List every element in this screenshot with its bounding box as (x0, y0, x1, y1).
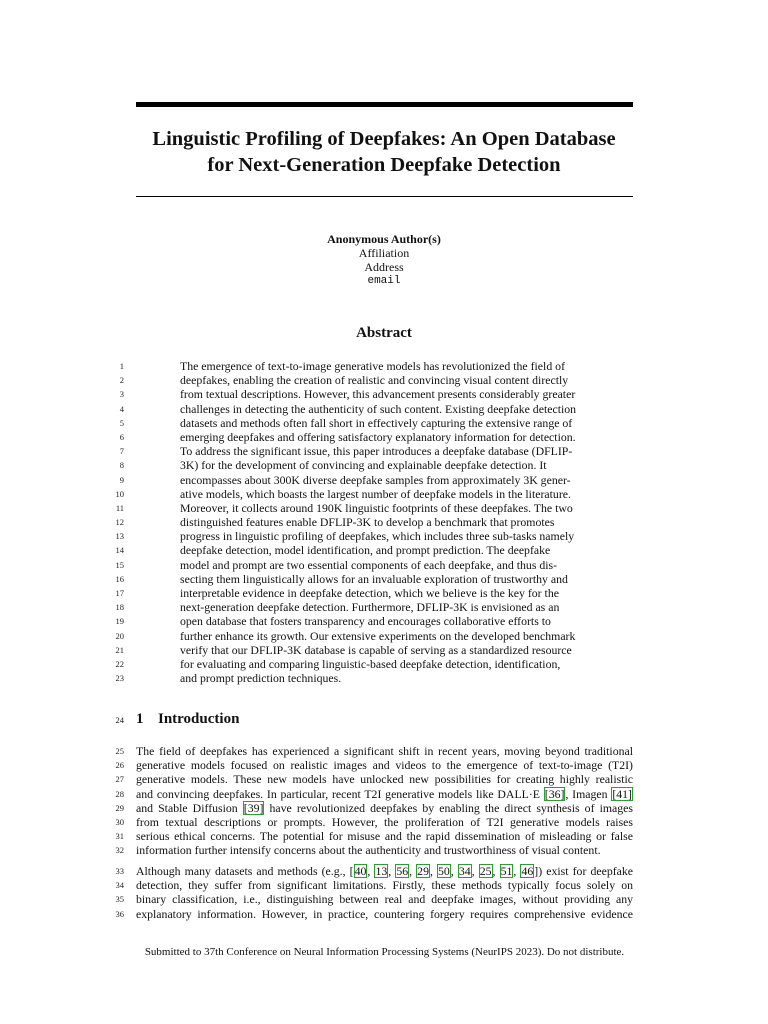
citation-link[interactable]: [41] (612, 786, 632, 801)
paragraph-line (136, 744, 633, 758)
line-number: 4 (119, 403, 124, 414)
abstract-line: encompasses about 300K diverse deepfake samples from approximately 3K gener- (180, 472, 571, 487)
text-segment: serious ethical concerns. The potential for misuse and the rapid dissemination of misleading or false (136, 829, 633, 844)
paragraph-line (136, 787, 633, 801)
citation-link[interactable]: 46 (521, 864, 534, 878)
citation-link[interactable]: 34 (458, 864, 471, 878)
abstract-line: datasets and methods often fall short in effectively capturing the extensive range of (180, 415, 573, 430)
abstract-line: verify that our DFLIP-3K database is capable of serving as a standardized resource (180, 642, 572, 657)
citation-link[interactable]: 29 (417, 864, 429, 878)
author-email: email (367, 275, 401, 287)
abstract-line: secting them linguistically allows for an invaluable exploration of trustworthy and (180, 571, 568, 586)
paragraph-line (136, 843, 633, 857)
para2-line-numbers (100, 864, 124, 921)
paragraph-line (136, 801, 633, 815)
abstract-line-numbers (100, 359, 124, 685)
abstract-text (180, 359, 592, 685)
citation-link[interactable]: 50 (438, 864, 450, 878)
paragraph-line: detection, they suffer from significant limitations. Firstly, these methods typically focus solely on (136, 878, 633, 893)
title-top-rule (136, 102, 633, 107)
section-heading (136, 711, 239, 728)
line-number: 20 (115, 630, 124, 641)
text-segment: have revolutionized deepfakes by enabling the direct synthesis of images (264, 800, 634, 815)
intro-paragraph-2 (136, 864, 633, 921)
para1-line-numbers (100, 744, 124, 858)
author-block (184, 232, 584, 288)
section-number: 1 (136, 711, 144, 727)
line-number: 9 (119, 474, 124, 485)
line-number: 12 (115, 517, 124, 528)
abstract-line: deepfakes, enabling the creation of realistic and convincing visual content directly (180, 373, 569, 388)
abstract-line: 3K) for the development of convincing and explainable deepfake detection. It (180, 458, 547, 473)
line-number: 33 (115, 866, 124, 876)
author-address: Address (364, 260, 404, 274)
text-segment: generative models focused on realistic images and videos to the emergence of text-to-image (T2I) (136, 758, 633, 773)
line-number: 30 (115, 816, 124, 827)
paragraph-line: binary classification, i.e., distinguishing between real and deepfake images, without providing any (136, 892, 633, 907)
citation-link[interactable]: [39] (243, 800, 264, 815)
abstract-line: distinguished features enable DFLIP-3K to develop a benchmark that promotes (180, 515, 555, 530)
line-number: 13 (115, 531, 124, 542)
paragraph-line: Although many datasets and methods (e.g., [40, 13, 56, 29, 50, 34, 25, 51, 46]) exist for deepfake (136, 864, 634, 878)
line-number: 31 (115, 831, 124, 842)
intro-paragraph-1 (136, 744, 633, 858)
line-number: 6 (119, 431, 124, 442)
abstract-line: To address the significant issue, this paper introduces a deepfake database (DFLIP- (180, 444, 573, 459)
author-affiliation: Affiliation (358, 246, 410, 260)
line-number: 27 (115, 774, 124, 785)
line-number: 16 (115, 573, 124, 584)
line-number: 25 (115, 746, 124, 756)
text-segment: information further intensify concerns about the authenticity and trustworthiness of visual content. (136, 843, 601, 858)
line-number: 21 (115, 644, 124, 655)
line-number: 1 (119, 361, 124, 371)
line-number: 5 (119, 417, 124, 428)
text-segment: and convincing deepfakes. In particular, recent T2I generative models like DALL·E (136, 786, 544, 801)
paragraph-line (136, 758, 633, 772)
title-line-1: Linguistic Profiling of Deepfakes: An Open Database (152, 128, 616, 150)
abstract-line: and prompt prediction techniques. (180, 671, 342, 686)
abstract-line: emerging deepfakes and offering satisfactory explanatory information for detection. (180, 429, 576, 444)
abstract-line: from textual descriptions. However, this advancement presents considerably greater (180, 387, 576, 402)
line-number: 36 (115, 908, 124, 919)
text-segment: Although many datasets and methods (e.g., (136, 864, 350, 878)
text-segment: ) exist for deepfake (538, 864, 634, 878)
line-number: 11 (115, 502, 124, 513)
title-line-2: for Next-Generation Deepfake Detection (207, 154, 561, 176)
line-number: 19 (115, 616, 124, 627)
line-number: 15 (115, 559, 124, 570)
abstract-heading: Abstract (356, 325, 412, 341)
line-number: 32 (115, 845, 124, 856)
line-number: 2 (119, 375, 124, 386)
abstract-line: The emergence of text-to-image generative models has revolutionized the field of (180, 359, 565, 373)
paragraph-line (136, 772, 633, 786)
line-number: 10 (115, 488, 124, 499)
text-segment: and Stable Diffusion (136, 800, 243, 815)
line-number: 35 (115, 894, 124, 905)
line-number: 7 (119, 446, 124, 457)
title-bottom-rule (136, 196, 633, 197)
text-segment: , Imagen (565, 786, 612, 801)
abstract-line: interpretable evidence in deepfake detection, which we believe is the key for the (180, 586, 559, 600)
line-number: 3 (119, 389, 124, 400)
abstract-line: ative models, which boasts the largest number of deepfake models in the literature. (180, 486, 571, 501)
abstract-line: progress in linguistic profiling of deepfakes, which includes three sub-tasks namely (180, 529, 575, 544)
text-segment: The field of deepfakes has experienced a significant shift in recent years, moving beyond traditional (136, 744, 633, 758)
line-number: 28 (115, 788, 124, 799)
abstract-line: model and prompt are two essential components of each deepfake, and thus dis- (180, 557, 558, 572)
abstract-line: Moreover, it collects around 190K linguistic footprints of these deepfakes. The two (180, 500, 573, 515)
paragraph-line (136, 829, 633, 843)
abstract-line: next-generation deepfake detection. Furthermore, DFLIP-3K is envisioned as an (180, 600, 560, 615)
line-number: 14 (115, 545, 124, 556)
author-name: Anonymous Author(s) (327, 232, 441, 246)
citation-link[interactable]: [36] (544, 786, 565, 801)
abstract-line: deepfake detection, model identification, and prompt prediction. The deepfake (180, 543, 551, 558)
line-number: 8 (119, 460, 124, 471)
section-line-number: 24 (115, 715, 124, 725)
line-number: 23 (115, 673, 124, 684)
line-number: 34 (115, 880, 124, 891)
citation-link[interactable]: 51 (500, 864, 513, 878)
citation-link[interactable]: 56 (396, 864, 409, 878)
paragraph-line: explanatory information. However, in practice, countering forgery requires comprehensive evidence (136, 906, 633, 921)
text-segment: generative models. These new models have unlocked new possibilities for creating highly realistic (136, 772, 633, 787)
citation-link[interactable]: 25 (479, 864, 492, 878)
line-number: 22 (115, 658, 124, 669)
abstract-line: further enhance its growth. Our extensive experiments on the developed benchmark (180, 628, 576, 643)
line-number: 17 (115, 588, 124, 598)
paragraph-line (136, 815, 633, 829)
line-number: 18 (115, 602, 124, 613)
paper-title (120, 126, 648, 178)
conference-footer: Submitted to 37th Conference on Neural Information Processing Systems (NeurIPS 2023). Do not distribute. (144, 946, 625, 958)
abstract-line: challenges in detecting the authenticity of such content. Existing deepfake detection (180, 401, 577, 416)
citation-link[interactable]: 40 (354, 864, 367, 878)
section-title: Introduction (158, 711, 240, 727)
line-number: 26 (115, 760, 124, 771)
abstract-line: for evaluating and comparing linguistic-based deepfake detection, identification, (180, 656, 561, 671)
text-segment: from textual descriptions or prompts. However, the proliferation of T2I generative models raises (136, 814, 633, 829)
line-number: 29 (115, 802, 124, 813)
abstract-line: open database that fosters transparency and encourages collaborative efforts to (180, 614, 551, 629)
citation-link[interactable]: 13 (375, 864, 388, 878)
